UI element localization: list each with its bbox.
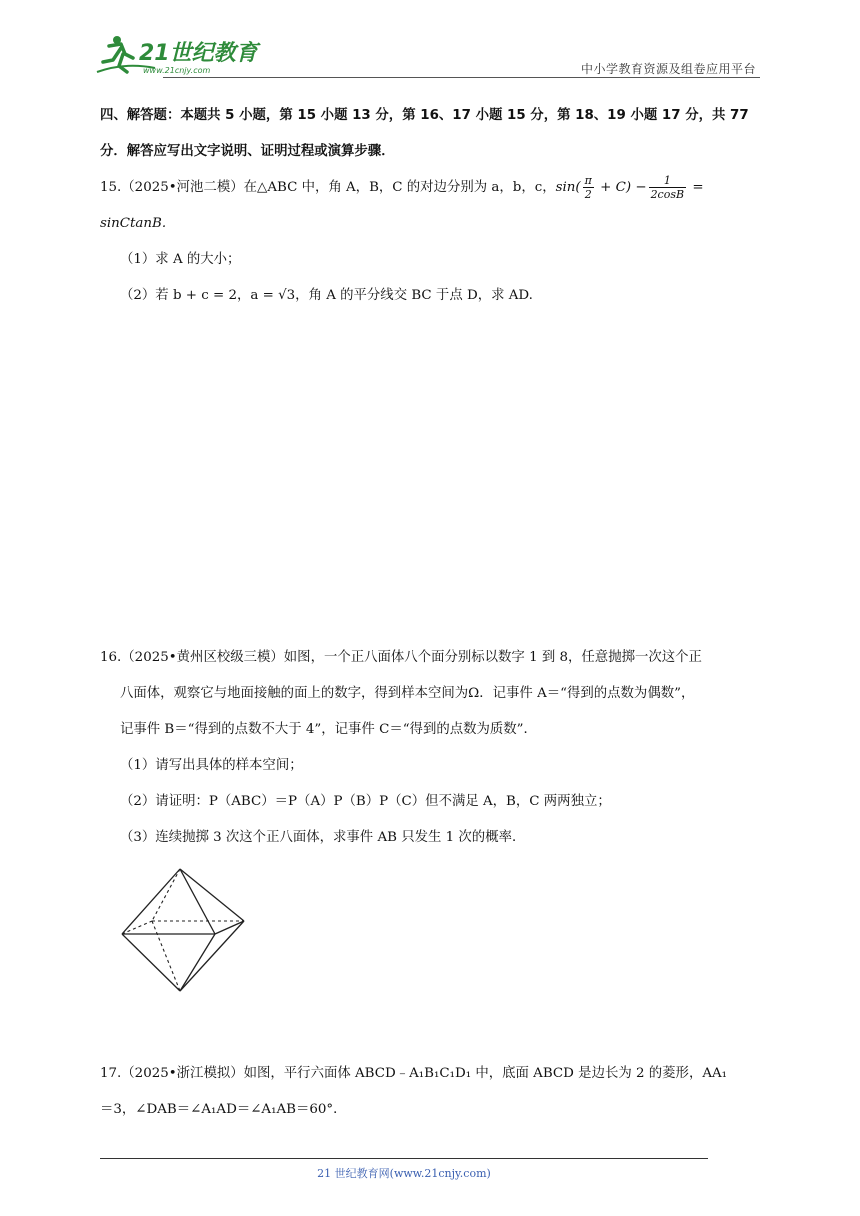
footer-link[interactable]: 21 世纪教育网(www.21cnjy.com) <box>317 1167 491 1180</box>
question-number: 17. <box>100 1066 122 1081</box>
question-16-stem <box>100 640 766 676</box>
question-source: （2025•河池二模） <box>121 180 244 195</box>
question-16-part-1: （1）请写出具体的样本空间； <box>120 758 303 773</box>
site-slogan: 中小学教育资源及组卷应用平台 <box>580 62 756 76</box>
spacer <box>100 994 766 1056</box>
question-16-line-2: 八面体，观察它与地面接触的面上的数字，得到样本空间为Ω．记事件 A＝“得到的点数为偶数”， <box>120 686 695 701</box>
octahedron-diagram <box>120 866 250 994</box>
question-stem-text: 如图，平行六面体 ABCD﹣A₁B₁C₁D₁ 中，底面 ABCD 是边长为 2 的菱形，AA₁ <box>243 1066 728 1081</box>
equation-left: sin( <box>555 180 581 195</box>
equation-right: = sinCtanB. <box>100 180 704 231</box>
svg-text:21世纪教育: 21世纪教育 <box>139 41 258 66</box>
fraction-pi-over-2: $\frac{\pi}{2}$ <box>584 174 592 201</box>
page-footer[interactable] <box>100 1158 708 1181</box>
question-source: （2025•浙江模拟） <box>121 1066 244 1081</box>
question-17-stem <box>100 1056 766 1092</box>
svg-text:www.21cnjy.com: www.21cnjy.com <box>143 66 211 75</box>
question-15-stem <box>100 170 766 242</box>
exam-content <box>100 98 766 1128</box>
question-stem-text: 在△ABC 中，角 A，B，C 的对边分别为 a，b，c， <box>243 180 556 195</box>
page-header <box>95 30 760 80</box>
question-16-part-2: （2）请证明：P（ABC）＝P（A）P（B）P（C）但不满足 A，B，C 两两独立； <box>120 794 611 809</box>
logo-icon <box>95 32 265 76</box>
header-divider <box>163 77 760 78</box>
answer-space <box>100 314 766 640</box>
question-16-part-3: （3）连续抛掷 3 次这个正八面体，求事件 AB 只发生 1 次的概率． <box>120 830 526 845</box>
section-title-line2: 分．解答应写出文字说明、证明过程或演算步骤． <box>100 144 395 159</box>
question-15-part-2: （2）若 b + c = 2，a = √3，角 A 的平分线交 BC 于点 D，求 AD. <box>120 288 533 303</box>
question-number: 16. <box>100 650 122 665</box>
question-15-part-1: （1）求 A 的大小； <box>120 252 241 267</box>
question-17-line-2: ＝3，∠DAB＝∠A₁AD＝∠A₁AB＝60°． <box>100 1102 347 1117</box>
question-source: （2025•黄州区校级三模） <box>121 650 284 665</box>
question-number: 15. <box>100 180 122 195</box>
section-title-line1: 四、解答题：本题共 5 小题，第 15 小题 13 分，第 16、17 小题 15 分，第 18、19 小题 17 分，共 77 <box>100 108 749 123</box>
octahedron-figure <box>120 866 250 994</box>
question-stem-text: 如图，一个正八面体八个面分别标以数字 1 到 8，任意抛掷一次这个正 <box>283 650 702 665</box>
equation-mid: + C) − <box>595 180 647 195</box>
question-16-line-3: 记事件 B＝“得到的点数不大于 4”，记事件 C＝“得到的点数为质数”． <box>120 722 537 737</box>
fraction-1-over-2cosB: $\frac{1}{2\cos B}$ <box>650 174 685 201</box>
